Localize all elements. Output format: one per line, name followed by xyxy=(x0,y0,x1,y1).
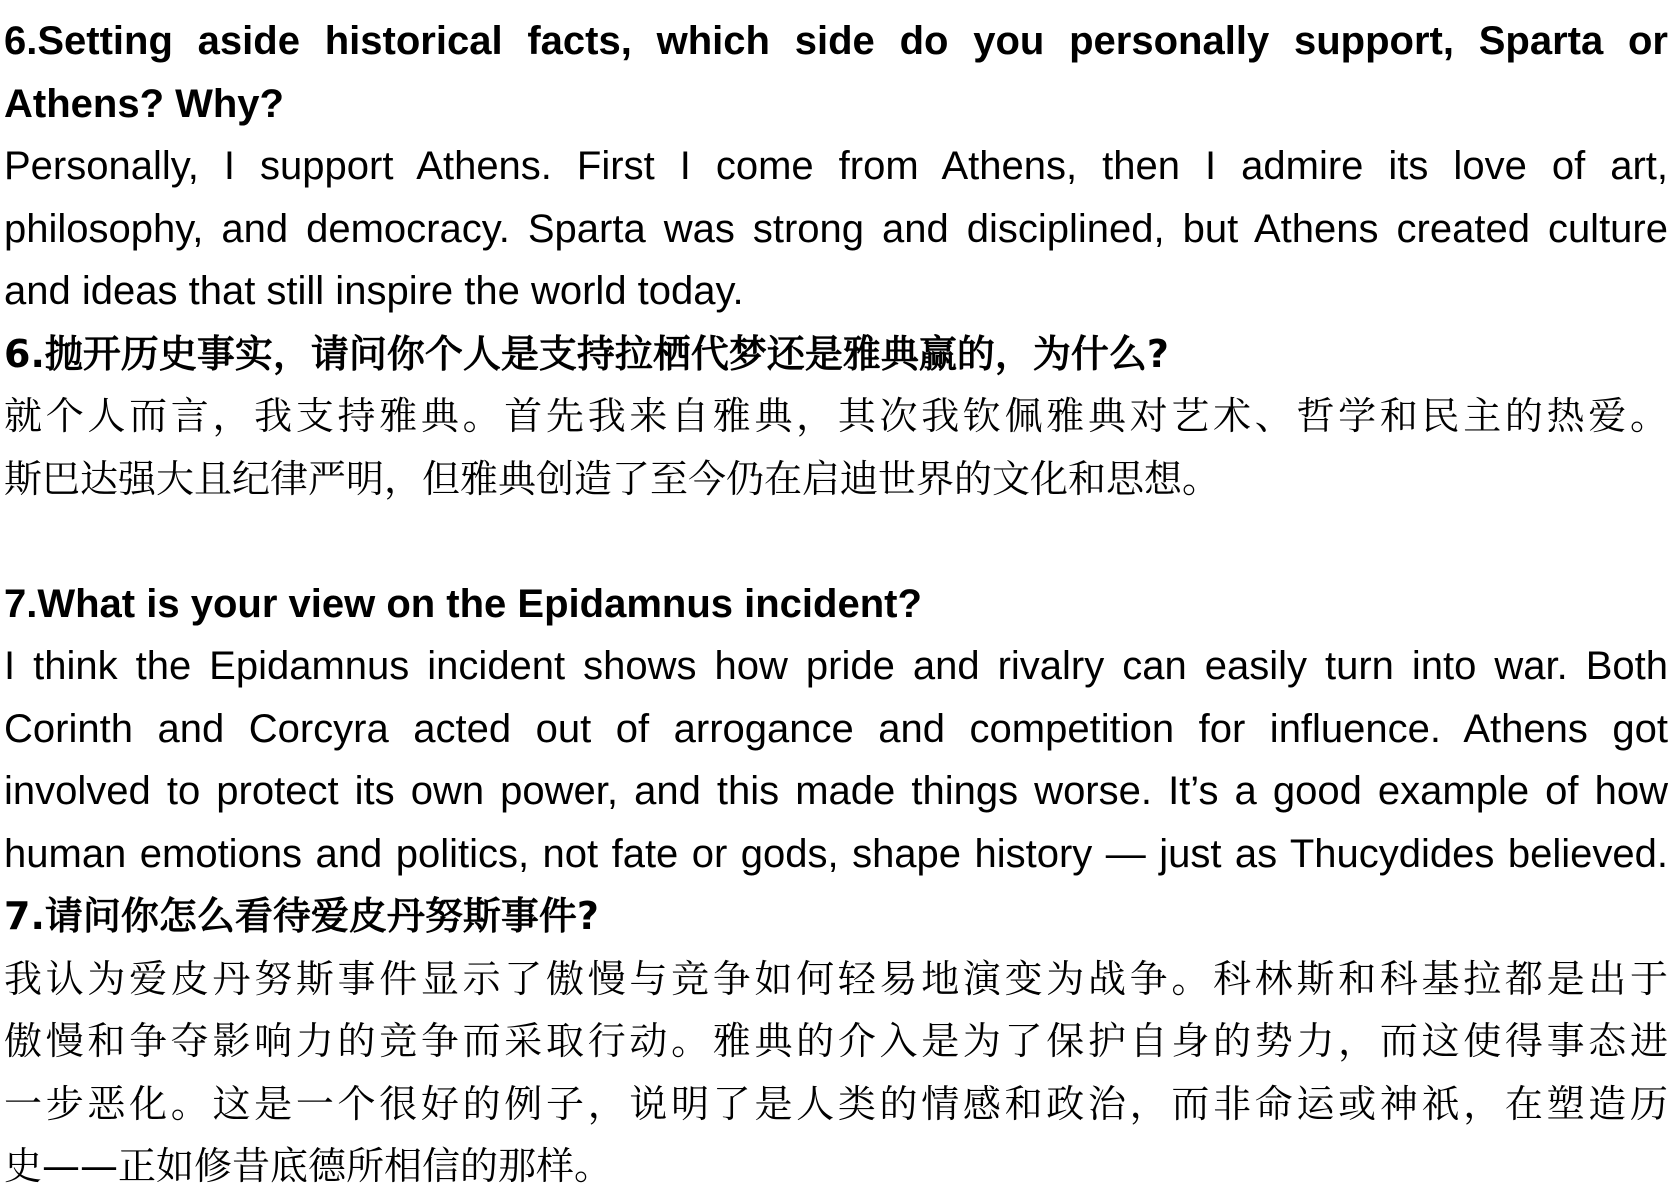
q7-heading-zh: 7.请问你怎么看待爱皮丹努斯事件? xyxy=(4,894,599,938)
q7-answer-en-line: Corinth and Corcyra acted out of arrogance and competition for influence. Athens got xyxy=(4,706,1668,751)
q7-answer-zh-line: 一步恶化。这是一个很好的例子，说明了是人类的情感和政治，而非命运或神祇，在塑造历 xyxy=(4,1081,1668,1126)
document-body xyxy=(4,10,1668,1198)
q6-answer-zh-line: 就个人而言，我支持雅典。首先我来自雅典，其次我钦佩雅典对艺术、哲学和民主的热爱。 xyxy=(4,394,1668,438)
q7-section xyxy=(4,573,1668,1198)
q7-answer-zh-line: 我认为爱皮丹努斯事件显示了傲慢与竞争如何轻易地演变为战争。科林斯和科基拉都是出于 xyxy=(4,956,1668,1001)
q7-answer-en-line: I think the Epidamnus incident shows how pride and rivalry can easily turn into war. Both xyxy=(4,644,1668,688)
q6-answer-en-line: and ideas that still inspire the world today. xyxy=(4,269,744,313)
q6-answer-en-line: Personally, I support Athens. First I come from Athens, then I admire its love of art, xyxy=(4,144,1668,188)
q7-answer-zh-line: 史——正如修昔底德所相信的那样。 xyxy=(4,1144,613,1188)
section-spacer xyxy=(4,510,1668,573)
q6-answer-zh-line: 斯巴达强大且纪律严明，但雅典创造了至今仍在启迪世界的文化和思想。 xyxy=(4,456,1221,501)
q7-answer-en-line: human emotions and politics, not fate or gods, shape history — just as Thucydides believed. xyxy=(4,831,1668,876)
q6-section xyxy=(4,10,1668,510)
q7-heading-en: 7.What is your view on the Epidamnus incident? xyxy=(4,581,922,626)
q6-answer-en-line: philosophy, and democracy. Sparta was strong and disciplined, but Athens created culture xyxy=(4,206,1668,251)
q6-heading-en-line: Athens? Why? xyxy=(4,81,284,126)
q7-answer-en-line: involved to protect its own power, and this made things worse. It’s a good example of how xyxy=(4,769,1668,813)
q7-answer-zh-line: 傲慢和争夺影响力的竞争而采取行动。雅典的介入是为了保护自身的势力，而这使得事态进 xyxy=(4,1019,1668,1063)
q6-heading-en-line: 6.Setting aside historical facts, which side do you personally support, Sparta or xyxy=(4,19,1668,63)
q6-heading-zh: 6.抛开历史事实，请问你个人是支持拉栖代梦还是雅典赢的，为什么? xyxy=(4,331,1169,376)
